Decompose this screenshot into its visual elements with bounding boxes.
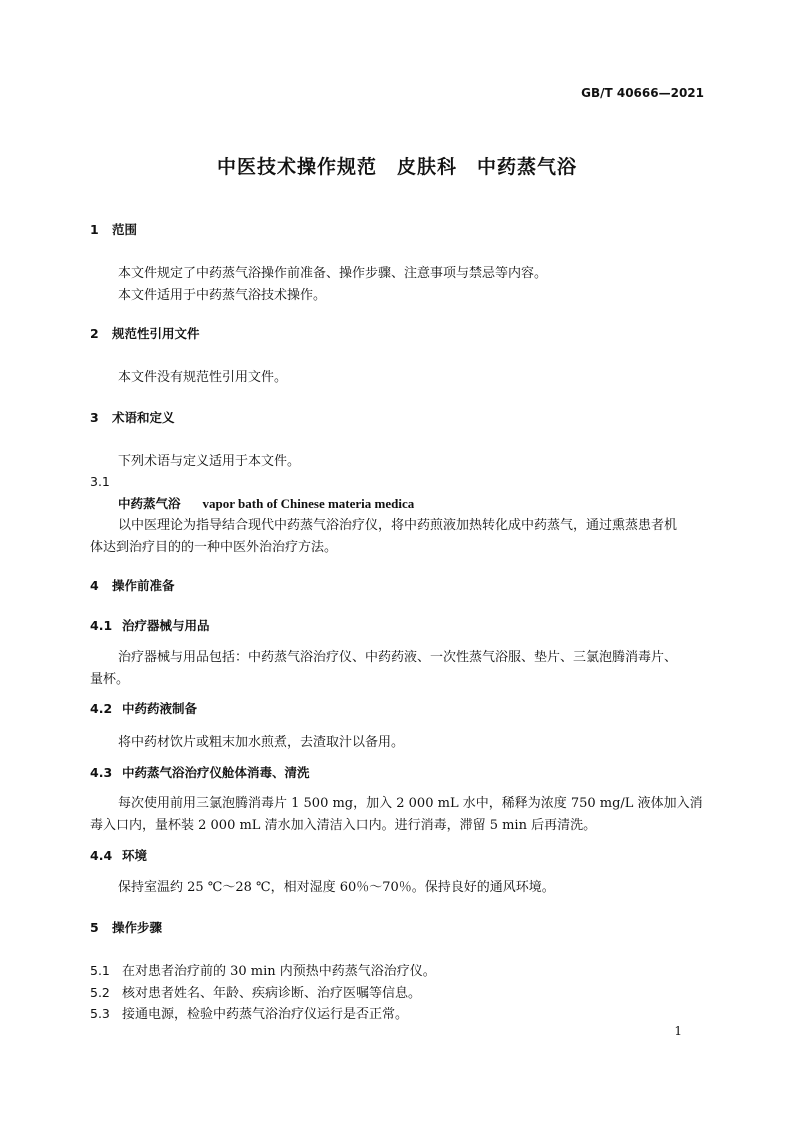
standard-number: GB/T 40666—2021	[581, 86, 704, 100]
term-english: vapor bath of Chinese materia medica	[202, 496, 415, 511]
section-number: 2	[90, 326, 99, 341]
term-entry	[118, 494, 414, 512]
subsection-number: 4.3	[90, 765, 113, 780]
section-1-heading	[90, 220, 137, 238]
section-title: 规范性引用文件	[112, 326, 200, 341]
section-title: 范围	[112, 222, 138, 237]
section-number: 4	[90, 578, 99, 593]
step-text: 接通电源，检验中药蒸气浴治疗仪运行是否正常。	[122, 1007, 409, 1022]
section-number: 1	[90, 222, 99, 237]
page-number: 1	[674, 1024, 682, 1038]
definition-line: 以中医理论为指导结合现代中药蒸气浴治疗仪，将中药煎液加热转化成中药蒸气，通过熏蒸患者机	[118, 518, 678, 533]
paragraph: 每次使用前用三氯泡腾消毒片 1 500 mg，加入 2 000 mL 水中，稀释为浓度 750 mg/L 液体加入消	[118, 796, 703, 811]
subsection-4-3-heading	[90, 763, 310, 781]
subsection-4-4-heading	[90, 846, 147, 864]
paragraph: 毒入口内，量杯装 2 000 mL 清水加入清洁入口内。进行消毒，滞留 5 min 后再清洗。	[90, 818, 597, 833]
step-number: 5.3	[90, 1006, 110, 1021]
paragraph: 治疗器械与用品包括：中药蒸气浴治疗仪、中药药液、一次性蒸气浴服、垫片、三氯泡腾消毒片、	[118, 650, 678, 665]
subsection-4-2-heading	[90, 699, 197, 717]
section-5-heading	[90, 918, 162, 936]
step-text: 在对患者治疗前的 30 min 内预热中药蒸气浴治疗仪。	[122, 964, 436, 979]
section-2-heading	[90, 324, 200, 342]
section-number: 5	[90, 920, 99, 935]
paragraph: 本文件没有规范性引用文件。	[118, 370, 288, 385]
step-text: 核对患者姓名、年龄、疾病诊断、治疗医嘱等信息。	[122, 986, 422, 1001]
subsection-title: 治疗器械与用品	[122, 618, 210, 633]
paragraph: 将中药材饮片或粗末加水煎煮，去渣取汁以备用。	[118, 735, 405, 750]
paragraph: 保持室温约 25 ℃～28 ℃，相对湿度 60％～70％。保持良好的通风环境。	[118, 880, 555, 895]
section-number: 3	[90, 410, 99, 425]
step-number: 5.1	[90, 963, 110, 978]
subsection-4-1-heading	[90, 616, 210, 634]
section-title: 操作前准备	[112, 578, 175, 593]
subsection-number: 4.1	[90, 618, 113, 633]
definition-line: 体达到治疗目的的一种中医外治治疗方法。	[90, 540, 338, 555]
list-item	[90, 982, 421, 1001]
subsection-number: 4.2	[90, 701, 113, 716]
paragraph: 本文件规定了中药蒸气浴操作前准备、操作步骤、注意事项与禁忌等内容。	[118, 266, 548, 281]
section-4-heading	[90, 576, 175, 594]
list-item	[90, 1003, 408, 1022]
subsection-title: 中药药液制备	[122, 701, 198, 716]
list-item	[90, 960, 436, 979]
paragraph: 量杯。	[90, 672, 130, 687]
step-number: 5.2	[90, 985, 110, 1000]
section-title: 术语和定义	[112, 410, 175, 425]
document-title: 中医技术操作规范 皮肤科 中药蒸气浴	[216, 156, 577, 178]
subsection-title: 环境	[122, 848, 148, 863]
term-chinese: 中药蒸气浴	[118, 496, 181, 511]
term-number: 3.1	[90, 474, 110, 489]
paragraph: 下列术语与定义适用于本文件。	[118, 454, 301, 469]
subsection-title: 中药蒸气浴治疗仪舱体消毒、清洗	[122, 765, 310, 780]
subsection-number: 4.4	[90, 848, 113, 863]
section-3-heading	[90, 408, 175, 426]
section-title: 操作步骤	[112, 920, 163, 935]
paragraph: 本文件适用于中药蒸气浴技术操作。	[118, 288, 327, 303]
